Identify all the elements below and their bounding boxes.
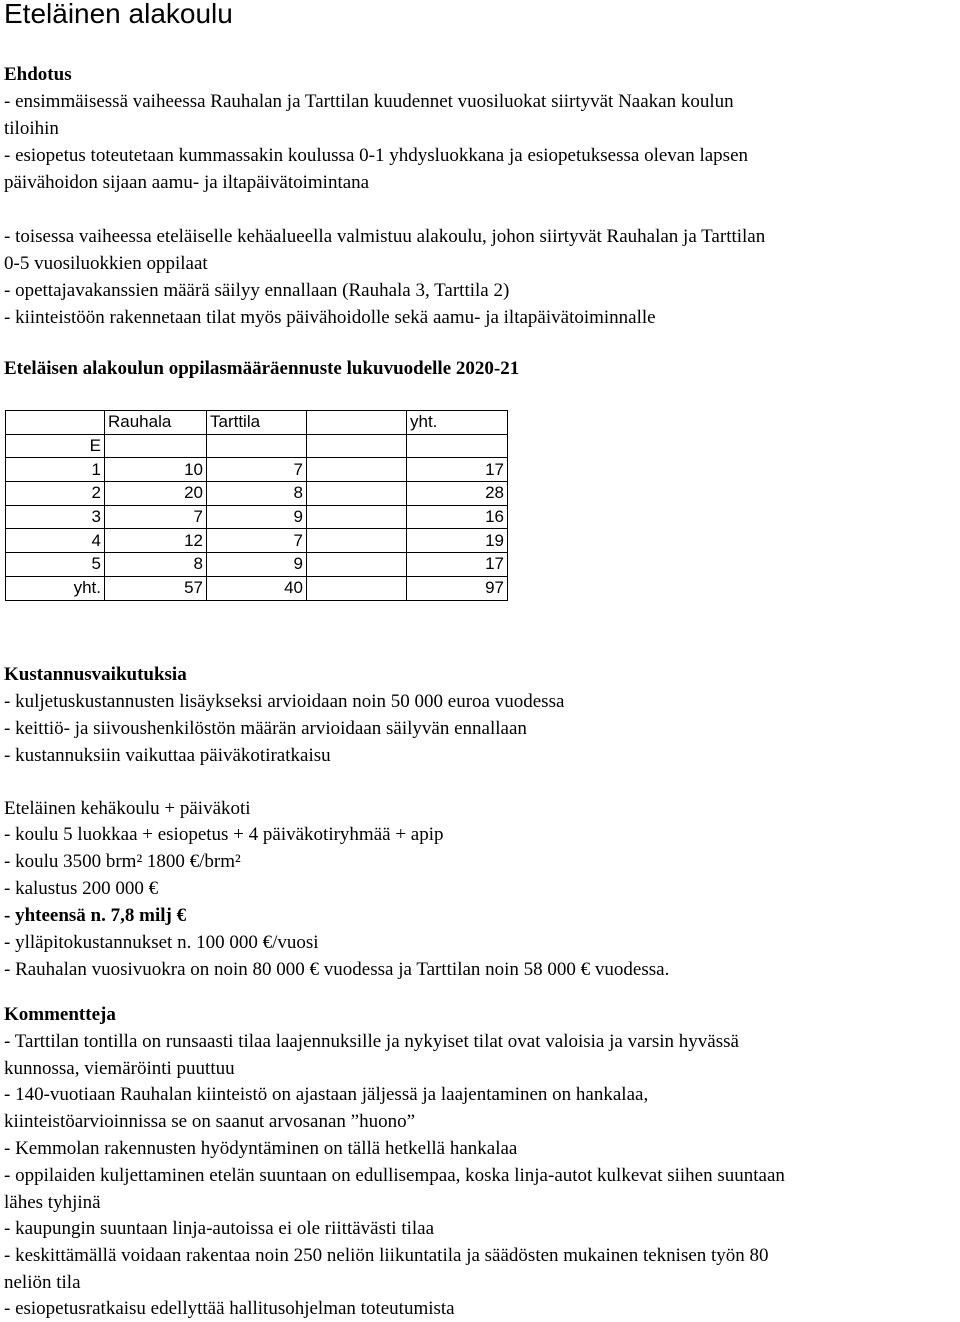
- costs-line: - kuljetuskustannusten lisäykseksi arvioidaan noin 50 000 euroa vuodessa: [4, 691, 565, 712]
- table-row: [6, 434, 508, 458]
- page-title: Eteläinen alakoulu: [4, 0, 233, 29]
- comment-line: neliön tila: [4, 1272, 81, 1293]
- comment-line: - Kemmolan rakennusten hyödyntäminen on tällä hetkellä hankalaa: [4, 1138, 518, 1159]
- table-row: [6, 529, 508, 553]
- comments-heading: Kommentteja: [4, 1004, 116, 1025]
- ring-school-heading: Eteläinen kehäkoulu + päiväkoti: [4, 798, 251, 819]
- comment-line: - kaupungin suuntaan linja-autoissa ei ole riittävästi tilaa: [4, 1218, 435, 1239]
- table-header-cell: [6, 411, 105, 435]
- ring-school-line: - koulu 5 luokkaa + esiopetus + 4 päiväkotiryhmää + apip: [4, 824, 444, 845]
- comment-line: - oppilaiden kuljettaminen etelän suuntaan on edullisempaa, koska linja-autot kulkevat siihen suuntaan: [4, 1165, 785, 1186]
- comment-line: - keskittämällä voidaan rakentaa noin 250 neliön liikuntatila ja säädösten mukainen teknisen työn 80: [4, 1245, 769, 1266]
- table-cell: [307, 505, 407, 529]
- table-cell: 7: [105, 505, 207, 529]
- comment-line: - 140-vuotiaan Rauhalan kiinteistö on ajastaan jäljessä ja laajentaminen on hankalaa,: [4, 1084, 649, 1105]
- table-cell: [307, 434, 407, 458]
- costs-heading: Kustannusvaikutuksia: [4, 664, 187, 685]
- ring-school-line: - koulu 3500 brm² 1800 €/brm²: [4, 851, 241, 872]
- table-cell: 9: [207, 553, 307, 577]
- comment-line: - Tarttilan tontilla on runsaasti tilaa laajennuksille ja nykyiset tilat ovat valoisia ja varsin hyvässä: [4, 1031, 739, 1052]
- comment-line: kiinteistöarvioinnissa se on saanut arvosanan ”huono”: [4, 1111, 416, 1132]
- table-cell: 12: [105, 529, 207, 553]
- table-total-row: [6, 576, 508, 600]
- table-cell: 10: [105, 458, 207, 482]
- table-cell: [307, 458, 407, 482]
- table-cell: [307, 529, 407, 553]
- table-cell: [307, 482, 407, 506]
- table-row: [6, 553, 508, 577]
- table-cell: E: [6, 434, 105, 458]
- table-cell: 97: [407, 576, 508, 600]
- proposal-heading: Ehdotus: [4, 64, 72, 85]
- table-cell: 2: [6, 482, 105, 506]
- table-cell: 20: [105, 482, 207, 506]
- proposal-line: - opettajavakanssien määrä säilyy ennallaan (Rauhala 3, Tarttila 2): [4, 280, 510, 301]
- table-cell: 28: [407, 482, 508, 506]
- table-cell: 8: [105, 553, 207, 577]
- proposal-line: - ensimmäisessä vaiheessa Rauhalan ja Tarttilan kuudennet vuosiluokat siirtyvät Naakan koulun: [4, 91, 734, 112]
- ring-school-line: - ylläpitokustannukset n. 100 000 €/vuosi: [4, 932, 319, 953]
- costs-line: - keittiö- ja siivoushenkilöstön määrän arvioidaan säilyvän ennallaan: [4, 718, 527, 739]
- costs-line: - kustannuksiin vaikuttaa päiväkotiratkaisu: [4, 745, 331, 766]
- table-header-cell: [307, 411, 407, 435]
- table-cell: [105, 434, 207, 458]
- ring-school-total: - yhteensä n. 7,8 milj €: [4, 905, 187, 926]
- table-header-cell: yht.: [407, 411, 508, 435]
- proposal-line: päivähoidon sijaan aamu- ja iltapäivätoimintana: [4, 172, 370, 193]
- proposal-line: 0-5 vuosiluokkien oppilaat: [4, 253, 208, 274]
- table-cell: 3: [6, 505, 105, 529]
- table-header-cell: Rauhala: [105, 411, 207, 435]
- ring-school-line: - Rauhalan vuosivuokra on noin 80 000 € vuodessa ja Tarttilan noin 58 000 € vuodessa.: [4, 959, 670, 980]
- table-cell: 17: [407, 458, 508, 482]
- table-cell: [207, 434, 307, 458]
- table-cell: 57: [105, 576, 207, 600]
- comment-line: lähes tyhjinä: [4, 1192, 101, 1213]
- table-cell: yht.: [6, 576, 105, 600]
- table-cell: 8: [207, 482, 307, 506]
- table-cell: [407, 434, 508, 458]
- proposal-line: - toisessa vaiheessa eteläiselle kehäalueella valmistuu alakoulu, johon siirtyvät Rauhalan ja Tarttilan: [4, 226, 766, 247]
- proposal-line: - kiinteistöön rakennetaan tilat myös päivähoidolle sekä aamu- ja iltapäivätoiminnalle: [4, 307, 656, 328]
- comment-line: - esiopetusratkaisu edellyttää hallitusohjelman toteutumista: [4, 1298, 455, 1319]
- comment-line: kunnossa, viemäröinti puuttuu: [4, 1058, 235, 1079]
- table-cell: 5: [6, 553, 105, 577]
- table-cell: 1: [6, 458, 105, 482]
- table-cell: 7: [207, 529, 307, 553]
- table-header-row: [6, 411, 508, 435]
- proposal-line: - esiopetus toteutetaan kummassakin koulussa 0-1 yhdysluokkana ja esiopetuksessa olevan lapsen: [4, 145, 749, 166]
- table-header-cell: Tarttila: [207, 411, 307, 435]
- forecast-heading: Eteläisen alakoulun oppilasmääräennuste lukuvuodelle 2020-21: [4, 358, 520, 379]
- proposal-line: tiloihin: [4, 118, 59, 139]
- table-row: [6, 505, 508, 529]
- table-cell: 9: [207, 505, 307, 529]
- table-cell: 7: [207, 458, 307, 482]
- table-cell: 4: [6, 529, 105, 553]
- table-cell: 17: [407, 553, 508, 577]
- table-cell: [307, 553, 407, 577]
- table-cell: 16: [407, 505, 508, 529]
- table-cell: [307, 576, 407, 600]
- table-row: [6, 458, 508, 482]
- table-cell: 40: [207, 576, 307, 600]
- student-forecast-table: [5, 410, 508, 601]
- ring-school-line: - kalustus 200 000 €: [4, 878, 159, 899]
- table-row: [6, 482, 508, 506]
- table-cell: 19: [407, 529, 508, 553]
